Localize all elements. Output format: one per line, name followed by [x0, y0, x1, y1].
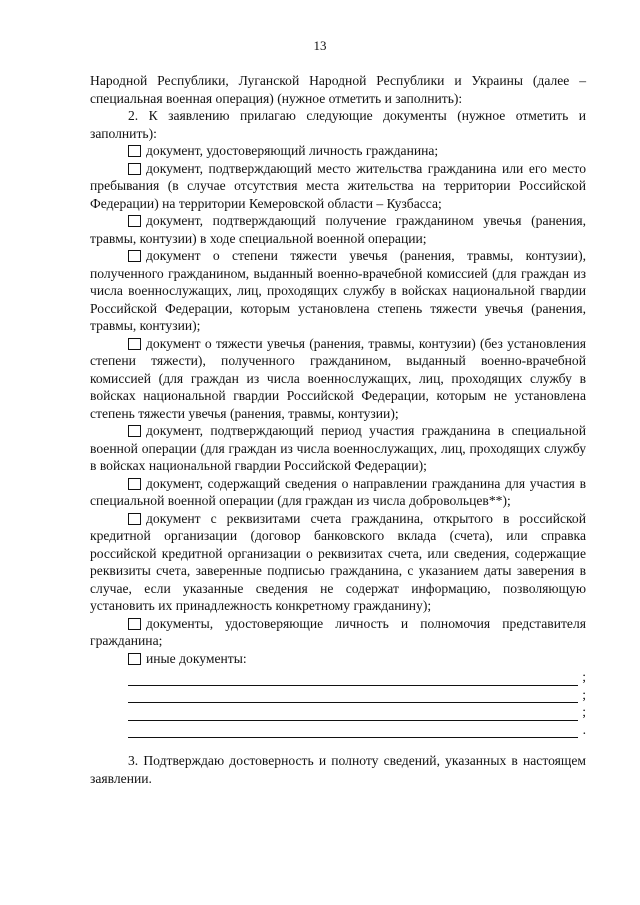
section-2-heading: 2. К заявлению прилагаю следующие документы (нужное отметить и заполнить):: [90, 108, 586, 141]
document-item-text: документ о степени тяжести увечья (ранения, травмы, контузии), полученного гражданином, выданный военно-врачебной комиссией (для граждан из числа военнослужащих, лиц, проходящих службу в войсках национальной гвардии Российской Федерации, которым установлена степень тяжести увечья (ранения, травмы, контузии);: [90, 248, 586, 333]
other-document-line[interactable]: [128, 721, 586, 739]
document-item: [90, 475, 586, 510]
document-item: [90, 142, 586, 160]
document-item: [90, 422, 586, 475]
document-checkbox[interactable]: [128, 653, 141, 665]
page-content: [90, 72, 586, 787]
fill-in-rule[interactable]: [128, 707, 578, 721]
document-item-text: документ с реквизитами счета гражданина, открытого в российской кредитной организации (договор банковского вклада (счета), или справка российской кредитной организации о реквизитах счета, или сведения, содержащие реквизиты счета, заверенные подписью гражданина, с указанием даты заверения в случае, если указанные сведения не содержат информацию, позволяющую установить их принадлежность конкретному гражданину);: [90, 510, 586, 613]
intro-paragraph: Народной Республики, Луганской Народной Республики и Украины (далее – специальная военная операция) (нужное отметить и заполнить):: [90, 73, 586, 106]
section-3-paragraph: 3. Подтверждаю достоверность и полноту сведений, указанных в настоящем заявлении.: [90, 753, 586, 786]
document-item: [90, 615, 586, 650]
line-punctuation: ;: [582, 686, 586, 702]
document-item: [90, 212, 586, 247]
document-checkbox[interactable]: [128, 478, 141, 490]
line-punctuation: ;: [582, 669, 586, 684]
other-document-line[interactable]: [128, 668, 586, 686]
document-item: [90, 650, 586, 668]
document-checkbox[interactable]: [128, 618, 141, 630]
document-item-text: документ о тяжести увечья (ранения, травмы, контузии) (без установления степени тяжести), полученного гражданином, выданный военно-врачебной комиссией (для граждан из числа военнослужащих, лиц, проходящих службу в войсках национальной гвардии Российской Федерации, которым не установлена степень тяжести увечья (ранения, травмы, контузии);: [90, 335, 586, 421]
document-checkbox[interactable]: [128, 163, 141, 175]
document-item-text: документы, удостоверяющие личность и полномочия представителя гражданина;: [90, 615, 586, 648]
document-item-text: документ, подтверждающий период участия гражданина в специальной военной операции (для граждан из числа военнослужащих, лиц, проходящих службу в войсках национальной гвардии Российской Федерации);: [90, 423, 586, 473]
document-checkbox[interactable]: [128, 425, 141, 437]
document-item: [90, 510, 586, 615]
document-item-text: документ, подтверждающий получение гражданином увечья (ранения, травмы, контузии) в ходе специальной военной операции;: [90, 213, 586, 246]
line-punctuation: .: [582, 721, 586, 737]
document-item-text: иные документы:: [146, 650, 247, 666]
document-checkbox[interactable]: [128, 513, 141, 525]
document-checkbox[interactable]: [128, 338, 141, 350]
document-item-text: документ, удостоверяющий личность гражданина;: [146, 143, 439, 158]
other-document-line[interactable]: [128, 686, 586, 704]
document-checklist: [90, 142, 586, 667]
page-number: 13: [313, 38, 327, 53]
document-item-text: документ, подтверждающий место жительства гражданина или его место пребывания (в случае отсутствия места жительства на территории Российской Федерации) на территории Кемеровской области – Кузбасса;: [90, 160, 586, 211]
other-documents-lines: [128, 668, 586, 738]
line-punctuation: ;: [582, 704, 586, 719]
fill-in-rule[interactable]: [128, 672, 578, 686]
document-item-text: документ, содержащий сведения о направлении гражданина для участия в специальной военной операции (для граждан из числа добровольцев**);: [90, 475, 586, 508]
document-item: [90, 160, 586, 213]
document-item: [90, 247, 586, 335]
document-checkbox[interactable]: [128, 145, 141, 157]
fill-in-rule[interactable]: [128, 689, 578, 703]
document-checkbox[interactable]: [128, 215, 141, 227]
document-checkbox[interactable]: [128, 250, 141, 262]
other-document-line[interactable]: [128, 703, 586, 721]
fill-in-rule[interactable]: [128, 724, 578, 738]
document-item: [90, 335, 586, 423]
